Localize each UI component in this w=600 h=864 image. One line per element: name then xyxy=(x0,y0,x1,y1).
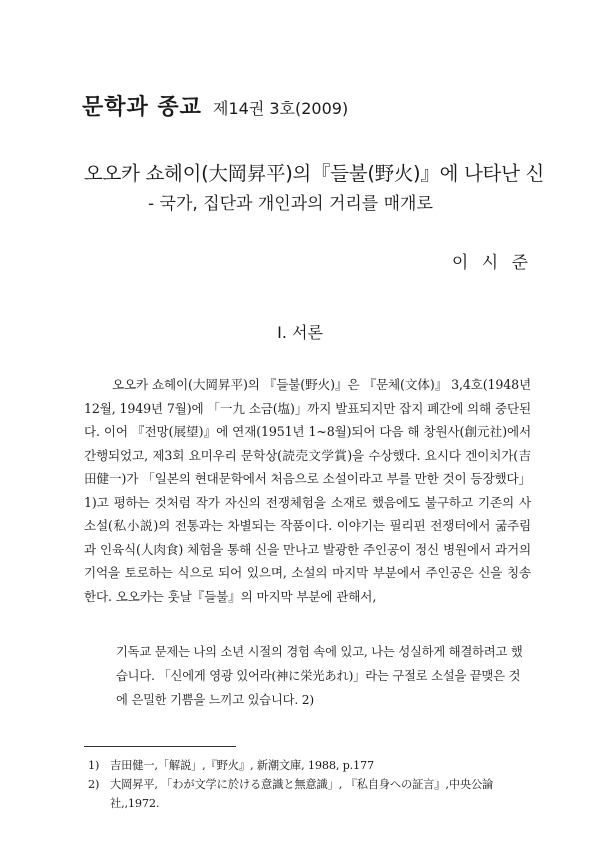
article-author: 이 시 준 xyxy=(451,253,532,273)
journal-issue: 제14권 3호(2009) xyxy=(213,99,349,118)
body-paragraph: 오오카 쇼헤이(大岡昇平)의 『들불(野火)』은 『문체(文体)』 3,4호(1948년 12월, 1949년 7월)에 「一九 소금(塩)」까지 발표되지만 잡지 폐간에 의해 중단된다. 이어 『전망(展望)』에 연재(1951년 1~8월)되어 다음 해 창원사(創元社)에서 간행되었고, 제3회 요미우리 문학상(読売文学賞)을 수상했다. 요시다 겐이치가(吉田健一)가 「일본의 현대문학에서 처음으로 소설이라고 부를 만한 것이 등장했다」1)고 평하는 것처럼 작가 자신의 전쟁체험을 소재로 했음에도 불구하고 기존의 사소설(私小説)의 전통과는 차별되는 작품이다. 이야기는 필리핀 전쟁터에서 굶주림과 인육식(人肉食) 체험을 통해 신을 만나고 발광한 주인공이 정신 병원에서 과거의 기억을 토로하는 식으로 되어 있으며, 소설의 마지막 부분에서 주인공은 신을 칭송한다. 오오카는 훗날『들불』의 마지막 부분에 관해서, xyxy=(84,377,531,604)
journal-name: 문학과 종교 xyxy=(82,95,202,120)
footnote-divider xyxy=(84,746,236,747)
footnote-item xyxy=(88,775,528,813)
journal-header xyxy=(82,90,348,121)
footnote-number: 1) xyxy=(88,759,100,772)
footnote-number: 2) xyxy=(88,778,100,791)
block-quote xyxy=(116,640,526,712)
article-subtitle: - 국가, 집단과 개인과의 거리를 매개로 xyxy=(148,194,433,214)
article-title: 오오카 쇼헤이(大岡昇平)의『들불(野火)』에 나타난 신 xyxy=(84,162,545,185)
quote-text: 기독교 문제는 나의 소년 시절의 경험 속에 있고, 나는 성실하게 해결하려고 했습니다. 「신에게 영광 있어라(神に栄光あれ)」라는 구절로 소설을 끝맺은 것에 은밀한 기쁨을 느끼고 있습니다. 2) xyxy=(116,645,523,707)
footnotes xyxy=(88,756,528,813)
body-text xyxy=(84,373,531,608)
footnote-item xyxy=(88,756,528,775)
footnote-text: 大岡昇平, 「わが文学に於ける意識と無意識」, 『私自身への証言』,中央公論社,,1972. xyxy=(110,778,494,810)
footnote-text: 吉田健一,「解説」,『野火』, 新潮文庫, 1988, p.177 xyxy=(110,759,375,772)
section-heading: Ⅰ. 서론 xyxy=(277,323,323,342)
